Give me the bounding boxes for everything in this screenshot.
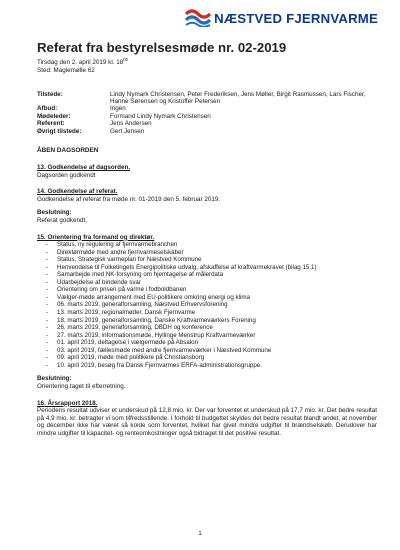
list-item: - Henvendelse til Folketingets Energipolitiske udvalg, afskaffelse af kraftvarmekravet (bilag 15.1): [57, 264, 377, 272]
attendance-label: Tilstede:: [37, 90, 63, 98]
item-13-body: Dagsorden godkendt: [37, 171, 96, 179]
list-item: - Orientering om prisen på varme i fodboldbanen: [57, 286, 377, 294]
attendance-label: Referent:: [37, 120, 65, 128]
item-14-body: Godkendelse af referat fra møde nr. 01-2019 den 5. februar 2019.: [37, 195, 221, 203]
list-item: - 06. marts 2019, generalforsamling, Næstved Erhvervsforening: [57, 301, 377, 309]
agenda-item-13: [37, 164, 377, 179]
agenda-item-14: [37, 188, 377, 224]
attendance-row: [37, 105, 377, 112]
company-logo: [185, 9, 378, 27]
attendance-row: [37, 128, 377, 135]
decision-text: Referat godkendt.: [37, 216, 88, 224]
list-item: - Status, Strategisk varmeplan for Næstved Kommune: [57, 256, 377, 264]
logo-waves-icon: [185, 9, 211, 27]
item-14-title: 14. Godkendelse af referat.: [37, 188, 118, 196]
item-15-decision: [37, 375, 377, 390]
attendance-value: Lindy Nymark Christensen, Peter Frederiksen, Jens Møller, Birgit Rasmussen, Lars Fischer, Hanne Sørensen og Kristoffer Petersen: [110, 90, 366, 105]
attendance-label: Mødeleder:: [37, 112, 71, 120]
logo-text: NÆSTVED FJERNVARME: [214, 10, 378, 26]
open-agenda-heading: ÅBEN DAGSORDEN: [37, 146, 99, 154]
list-item: - 26. marts 2019, generalforsamling, DBDH og konference: [57, 324, 377, 332]
meeting-place: Sted: Maglemølle 62: [37, 67, 95, 75]
item-15-bullets: [37, 241, 377, 369]
document-title: Referat fra bestyrelsesmøde nr. 02-2019: [37, 40, 287, 55]
list-item: - Status, ny regulering af fjernvarmebranchen: [57, 241, 377, 249]
meeting-date: [37, 56, 377, 67]
list-item: - 03. april 2019, fællesmøde med andre fjernvarmeværker i Næstved Kommune: [57, 347, 377, 355]
list-item: - 27. marts 2019, informationsmøde, Hyllinge Menstrup Kraftvarmeværker: [57, 332, 377, 340]
decision-text: Orientering taget til efterretning.: [37, 382, 126, 390]
list-item: - Udarbejdelse af bindende svar: [57, 279, 377, 287]
decision-label: Beslutning:: [37, 375, 72, 383]
document-content: [37, 40, 377, 438]
attendance-label: Øvrigt tilstede:: [37, 127, 82, 135]
attendance-row: [37, 91, 377, 106]
item-16-title: 16. Årsrapport 2018.: [37, 399, 98, 407]
item-16-body: Periodens resultat udviser et underskud på 12,8 mio. kr. Der var forventet et underskud på 17,7 mio. kr. Det bedre resultat på 4,9 mio. kr. betragter vi som tilfredsstillende. I forhold til budgettet skyldes det bedre resultat blandt andet, at november og december ikke har været så kolde som forventet, hvilket har givet mindre udgifter til brændselskøb. Derudover har mindre udgifter til kapacitet- og renteomkostninger også bidraget til det positive resultat.: [37, 407, 377, 437]
attendance-list: [37, 91, 377, 135]
list-item: - 10. april 2019, besøg fra Dansk Fjernvarmes ERFA-administrationsgruppe.: [57, 362, 377, 370]
agenda-item-15: [37, 234, 377, 391]
list-item: - 13. marts 2019, regionalmøder, Dansk Fjernvarme: [57, 309, 377, 317]
meeting-date-text: Tirsdag den 2. april 2019 kl. 18: [37, 59, 124, 67]
attendance-row: [37, 113, 377, 120]
item-15-title: 15. Orientering fra formand og direktør.: [37, 233, 155, 241]
item-14-decision: [37, 209, 377, 224]
attendance-value: Gert Jensen: [110, 127, 145, 135]
item-13-title: 13. Godkendelse af dagsorden.: [37, 163, 131, 171]
attendance-value: Jens Andersen: [110, 120, 152, 128]
list-item: - 09. april 2019, møde med politikere på Christiansborg: [57, 354, 377, 362]
list-item: - Vælger-møde arrangement med EU-politikere omkring energi og klima: [57, 294, 377, 302]
agenda-item-16: [37, 400, 377, 438]
list-item: - Samarbejde med NK-forsyning om hjemtagelse af målerdata: [57, 271, 377, 279]
list-item: - Direktørmøde med andre fjernvarmeselskaber: [57, 249, 377, 257]
list-item: - 01. april 2019, deltagelse i vælgermøde på Absalon: [57, 339, 377, 347]
attendance-value: Formand Lindy Nymark Christensen: [110, 112, 211, 120]
list-item: - 18. marts 2019, generalforsamling, Danske Kraftvarmeværkers Forening: [57, 317, 377, 325]
meeting-meta: [37, 56, 377, 76]
attendance-value: Ingen: [110, 105, 126, 113]
decision-label: Beslutning:: [37, 209, 72, 217]
attendance-label: Afbud:: [37, 105, 58, 113]
attendance-row: [37, 120, 377, 127]
meeting-time-sup: 00: [123, 57, 128, 62]
page-number: 1: [198, 530, 202, 537]
